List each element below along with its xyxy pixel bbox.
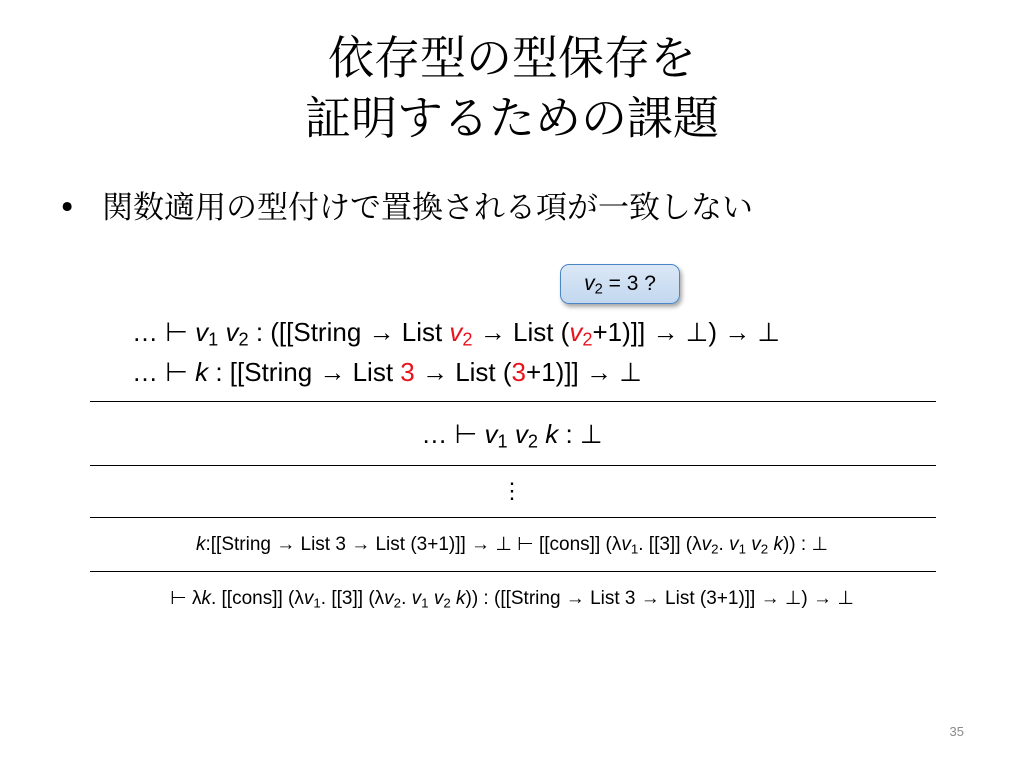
premise-1-part: +1)]] → ⊥) → ⊥ [592,317,781,347]
step-1-var: v [621,534,631,555]
bullet-text: 関数適用の型付けで置換される項が一致しない [102,190,753,226]
bullet-item [58,185,753,231]
conclusion-part: : ⊥ [558,419,603,449]
premise-2-part: → List ( [414,357,512,387]
premise-1-sub: 2 [238,329,249,350]
premise-1-highlight: v [569,317,583,347]
step-1-var: k [773,534,783,555]
premise-1-highlight: v [449,317,463,347]
derivation-step-2 [0,584,1024,614]
title-line-2: 証明するための課題 [305,91,719,145]
title-line-1: 依存型の型保存を [328,31,696,85]
premise-1-part: … ⊢ [132,317,196,347]
conclusion-part: … ⊢ [421,419,485,449]
conclusion-var: k [545,419,559,449]
divider-line [90,517,936,518]
premise-2-part: +1)]] → ⊥ [526,357,642,387]
page-number: 35 [949,724,964,739]
premise-2 [132,356,642,388]
callout-box [560,264,680,304]
premise-2-highlight: 3 [400,357,415,387]
conclusion-sub: 2 [527,431,539,452]
step-1-part: :[[String → List 3 → List (3+1)]] → ⊥ ⊢ [[cons]] (λ [205,534,622,555]
step-2-var: v [411,588,422,609]
step-1-var: v [701,534,712,555]
step-1-sub: 2 [760,541,769,557]
vertical-ellipsis: ⋮ [501,478,523,503]
premise-2-part: : [[String → List [208,357,401,387]
premise-1-highlight-sub: 2 [582,329,593,350]
premise-1-var: v [225,317,239,347]
derivation-step-1 [0,530,1024,560]
premise-1-sub: 1 [208,329,219,350]
premise-2-var: k [195,357,209,387]
step-1-sub: 2 [711,541,719,557]
step-2-var: v [384,588,394,609]
step-2-var: k [201,588,211,609]
inference-line [90,401,936,402]
step-1-sub: 1 [738,541,746,557]
step-2-sub: 1 [421,595,429,611]
step-2-part: . [[cons]] (λ [210,588,304,609]
premise-1-part: → List ( [472,317,570,347]
step-1-sub: 1 [630,541,639,557]
step-1-part: )) : ⊥ [782,534,828,555]
step-2-var: v [433,588,444,609]
conclusion-var: v [484,419,498,449]
slide-title [0,28,1024,148]
step-2-part: . [[3]] (λ [320,588,385,609]
bullet-dot-icon: • [58,190,77,226]
premise-1-part: : ([[String → List [248,317,450,347]
divider-line [90,465,936,466]
premise-2-highlight: 3 [511,357,527,387]
step-2-var: v [303,588,314,609]
step-1-var: k [195,534,206,555]
divider-line [90,571,936,572]
callout-text: = 3 ? [602,272,656,295]
step-2-part: ⊢ λ [170,588,202,609]
step-1-var: v [751,534,761,555]
premise-1-highlight-sub: 2 [462,329,473,350]
step-2-sub: 2 [393,595,402,611]
step-2-part: . [401,588,412,609]
step-2-var: k [456,588,466,609]
callout-var: v [584,272,595,295]
premise-1 [132,316,780,348]
step-1-part: . [718,534,730,555]
step-1-var: v [729,534,739,555]
callout-sub: 2 [594,281,603,298]
conclusion-judgment [0,416,1024,452]
step-2-part: )) : ([[String → List 3 → List (3+1)]] → ⊥) → ⊥ [465,588,854,609]
premise-1-var: v [195,317,209,347]
conclusion-sub: 1 [497,431,508,452]
step-2-sub: 1 [313,595,321,611]
step-2-sub: 2 [443,595,451,611]
conclusion-var: v [514,419,528,449]
step-1-part: . [[3]] (λ [638,534,702,555]
premise-2-part: … ⊢ [132,357,196,387]
